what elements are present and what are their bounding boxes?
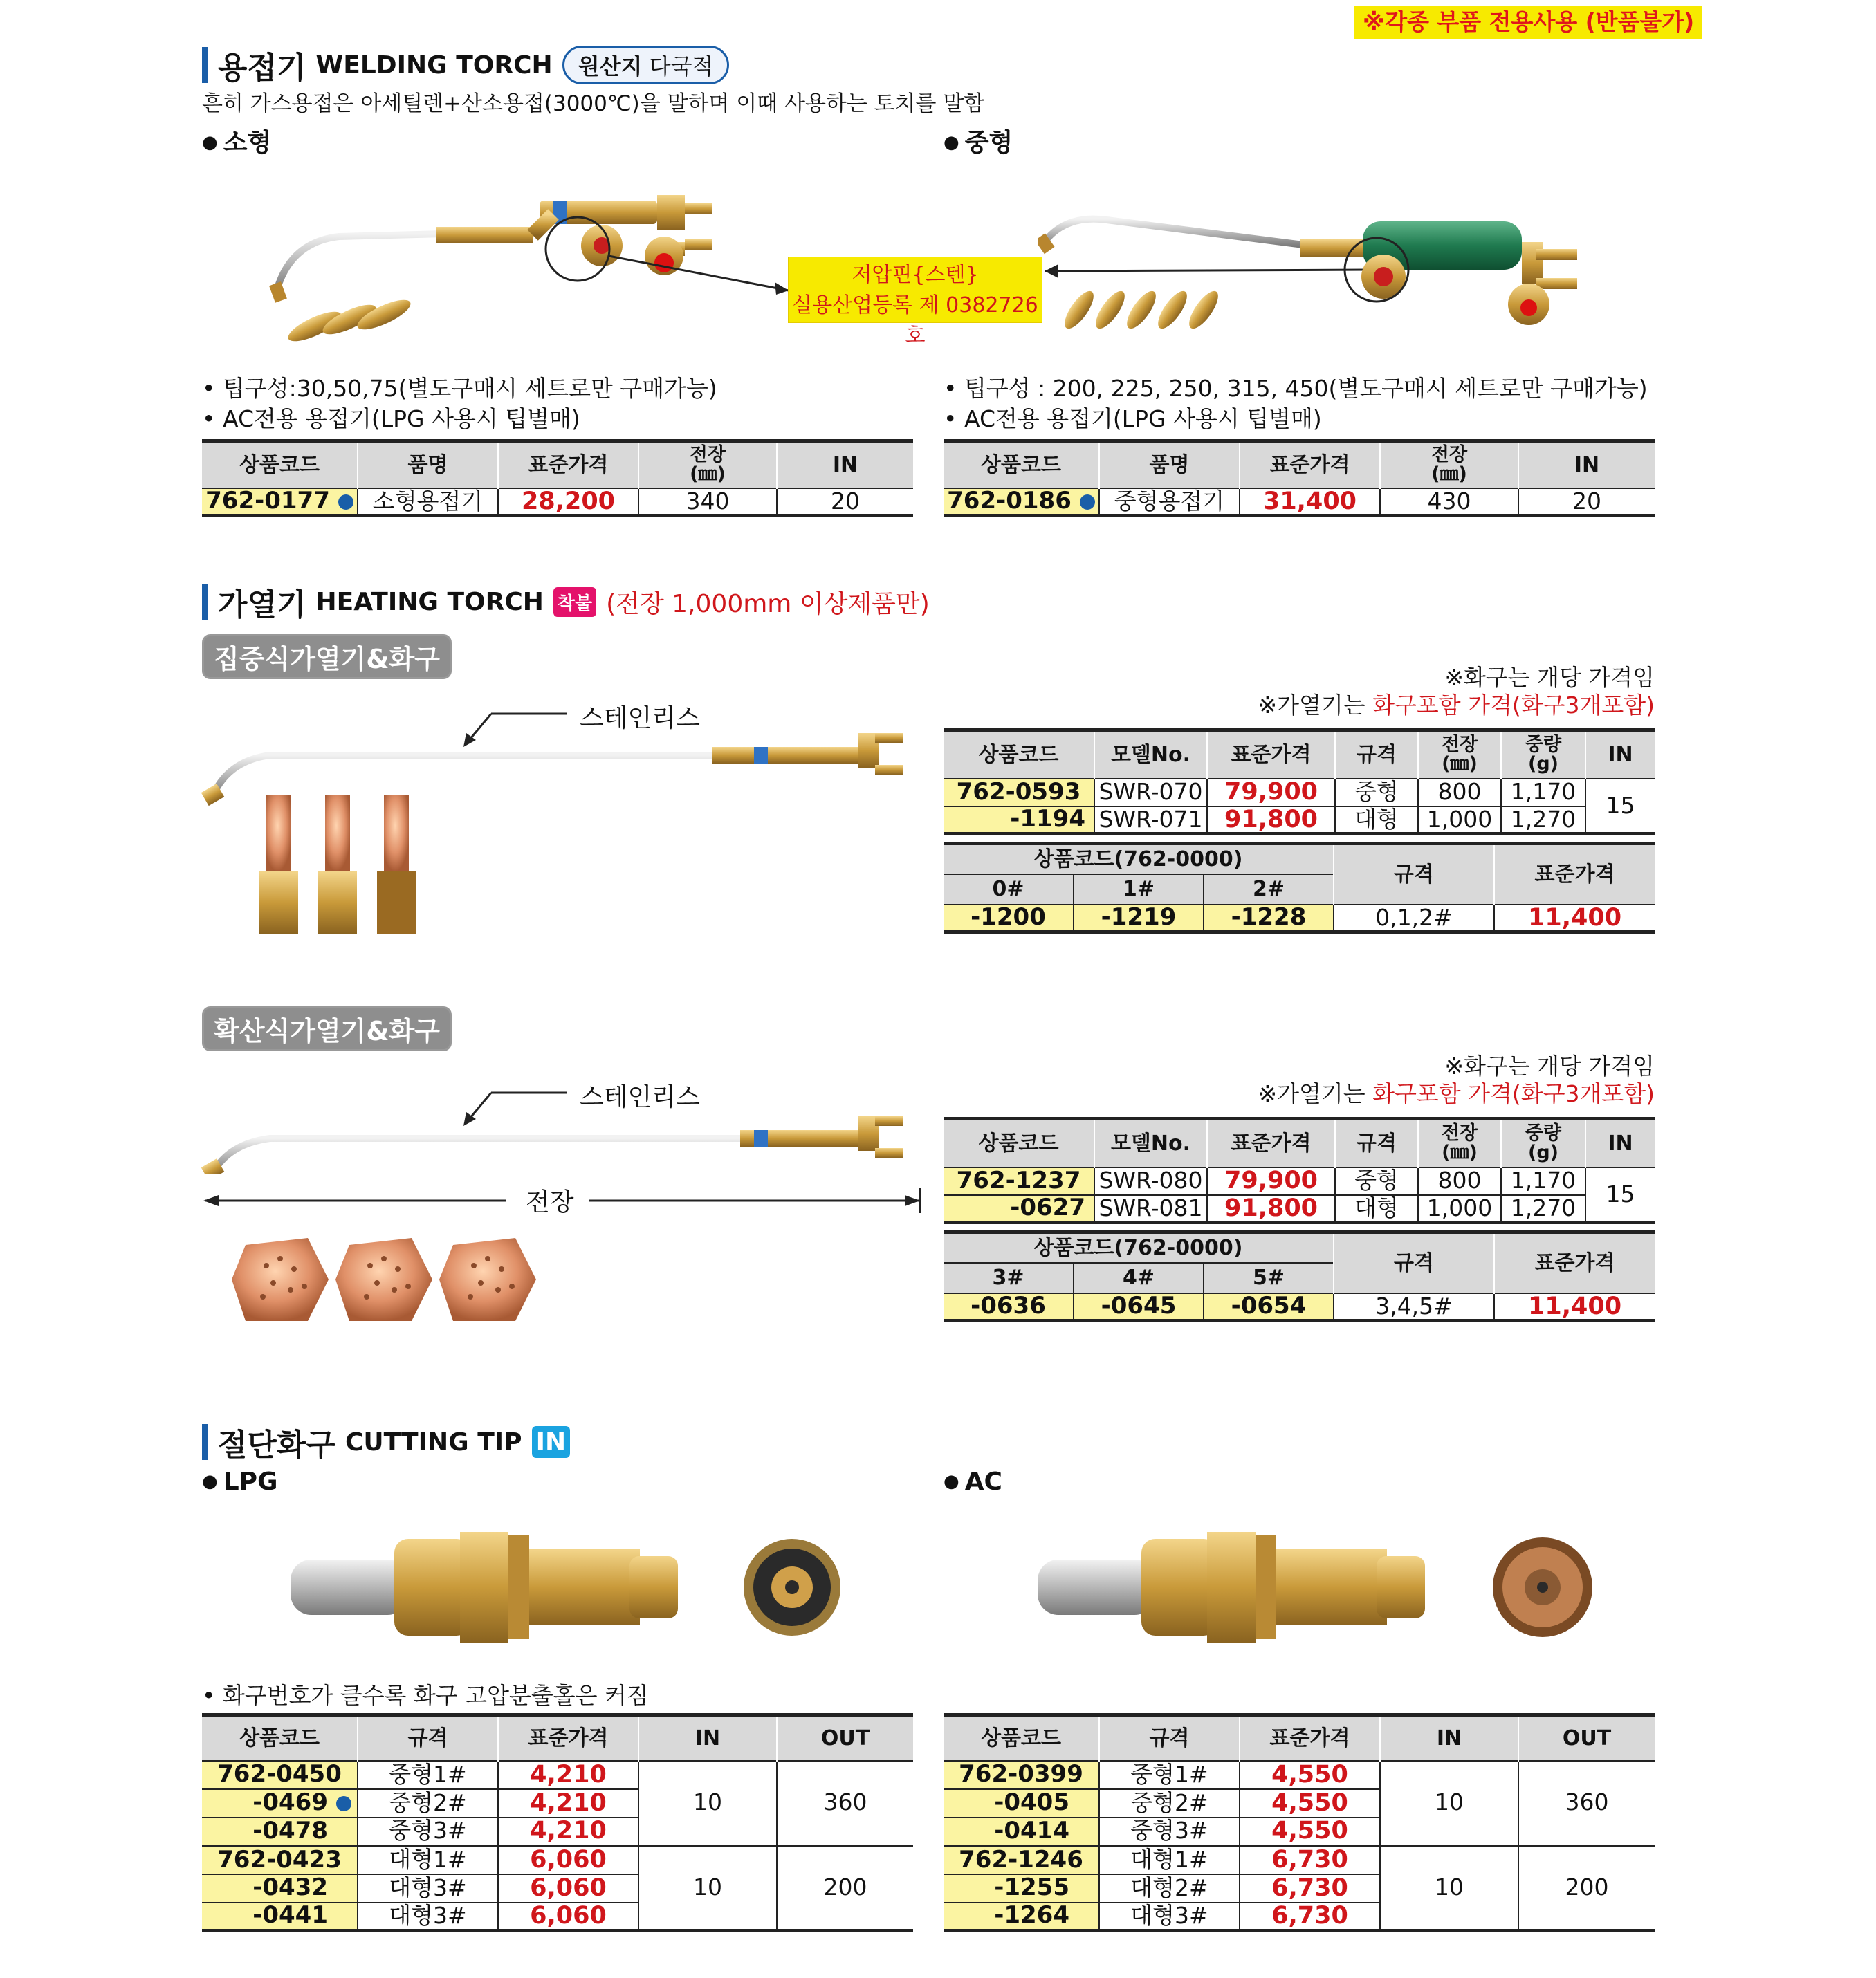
product-name: 중형용접기 [1099,488,1240,516]
col-header: 모델No. [1094,1119,1207,1167]
origin-badge [562,46,730,84]
col-header: 0# [944,874,1074,905]
col-header: IN [1585,1119,1655,1167]
col-header: 규격 [1334,1232,1494,1293]
ac-cutting-table [944,1713,1655,1932]
product-price: 28,200 [498,488,638,516]
col-header: 표준가격 [1240,441,1380,488]
medium-welding-table [944,439,1655,517]
cutting-title-en: CUTTING TIP [345,1427,522,1457]
return-notice: ※각종 부품 전용사용 (반품불가) [1354,6,1702,39]
col-header: 중량 (g) [1501,1119,1585,1167]
table-header-row [202,441,913,488]
product-code: -0478 [202,1818,358,1846]
product-in: 20 [777,488,913,516]
col-header: 표준가격 [1207,730,1335,779]
length-label: 전장 [526,1188,574,1217]
col-header: 2# [1204,874,1334,905]
product-code: -0627 [944,1195,1094,1223]
col-header: 3# [944,1263,1074,1293]
table-row [202,488,913,516]
product-in: 10 [1380,1761,1518,1846]
tip-code: -1228 [1204,905,1334,932]
table-header-row [944,441,1655,488]
product-out: 200 [777,1846,913,1931]
welding-title: 용접기 [218,50,306,86]
product-in: 10 [638,1846,777,1931]
stainless-label: 스테인리스 [580,704,700,732]
table-row [944,1293,1655,1321]
heater-includes-note: ※가열기는 화구포함 가격(화구3개포함) [1258,1080,1655,1107]
col-header: 규격 [1335,730,1418,779]
product-length: 800 [1418,1167,1501,1195]
heater-includes-note: ※가열기는 화구포함 가격(화구3개포함) [1258,692,1655,719]
product-spec: 중형3# [358,1818,498,1846]
product-weight: 1,170 [1501,1167,1585,1195]
product-spec: 대형3# [1099,1903,1240,1931]
table-row [944,1195,1655,1223]
product-price: 6,730 [1240,1903,1380,1931]
col-header: 표준가격 [498,1715,638,1761]
table-header-row [944,1232,1655,1263]
tip-spec: 0,1,2# [1334,905,1494,932]
tip-code: -1219 [1074,905,1204,932]
product-out: 360 [1518,1761,1655,1846]
product-price: 79,900 [1207,1167,1335,1195]
col-header: OUT [1518,1715,1655,1761]
tip-code: -0654 [1204,1293,1334,1321]
col-header: 상품코드 [202,1715,358,1761]
tip-price: 11,400 [1494,1293,1655,1321]
product-code: 762-0177 [202,488,358,516]
col-header: 표준가격 [498,441,638,488]
small-welding-table [202,439,913,517]
col-header: IN [638,1715,777,1761]
col-header: 전장 (㎜) [638,441,777,488]
welding-section-header [202,43,729,87]
medium-ac-note: • AC전용 용접기(LPG 사용시 팁별매) [944,405,1322,432]
col-header: 상품코드(762-0000) [944,1232,1334,1263]
product-price: 4,550 [1240,1818,1380,1846]
small-torch-label: ● 소형 [202,123,271,158]
col-header: 품명 [358,441,498,488]
col-header: IN [1380,1715,1518,1761]
col-header: 품명 [1099,441,1240,488]
table-row [944,779,1655,806]
diffused-notes [1258,1053,1655,1108]
product-price: 4,210 [498,1818,638,1846]
col-header: 상품코드 [944,1119,1094,1167]
col-header: 전장 (㎜) [1380,441,1518,488]
table-header-row [202,1715,913,1761]
concentrated-notes [1258,664,1655,719]
model-no: SWR-080 [1094,1167,1207,1195]
table-header-row [944,1715,1655,1761]
stainless-label: 스테인리스 [580,1083,700,1111]
product-price: 6,060 [498,1903,638,1931]
ac-cutting-tip-image [1031,1522,1605,1646]
col-header: IN [777,441,913,488]
welding-description: 흔히 가스용접은 아세틸렌+산소용접(3000℃)을 말하며 이때 사용하는 토치를 말함 [202,91,985,116]
product-price: 91,800 [1207,806,1335,834]
small-tip-note: • 팁구성:30,50,75(별도구매시 세트로만 구매가능) [202,375,717,402]
col-header: 전장 (㎜) [1418,730,1501,779]
col-header: 상품코드 [202,441,358,488]
product-code: -0441 [202,1903,358,1931]
ac-label: ● AC [944,1468,1002,1496]
concentrated-tip-table [944,842,1655,934]
col-header: 표준가격 [1207,1119,1335,1167]
diffused-heater-label: 확산식가열기&화구 [202,1006,452,1051]
product-weight: 1,270 [1501,806,1585,834]
tip-code: -1200 [944,905,1074,932]
col-header: 상품코드(762-0000) [944,844,1334,874]
tip-price: 11,400 [1494,905,1655,932]
product-length: 800 [1418,779,1501,806]
col-header: 모델No. [1094,730,1207,779]
product-code: -1255 [944,1874,1099,1903]
product-code: 762-0423 [202,1846,358,1874]
table-row [944,488,1655,516]
lpg-cutting-tip-image [284,1522,851,1646]
product-spec: 대형3# [358,1874,498,1903]
heating-section-header [202,580,930,624]
cutting-section-header [202,1420,570,1464]
product-code: -0469 [202,1789,358,1818]
diffused-heater-image [201,1084,934,1174]
col-header: 규격 [1335,1119,1418,1167]
concentrated-heater-table [944,728,1655,835]
col-header: 전장 (㎜) [1418,1119,1501,1167]
table-row [944,1167,1655,1195]
product-price: 6,060 [498,1846,638,1874]
lpg-label: ● LPG [202,1468,278,1496]
col-header: 4# [1074,1263,1204,1293]
product-price: 6,730 [1240,1846,1380,1874]
product-price: 4,210 [498,1761,638,1789]
product-code: 762-1246 [944,1846,1099,1874]
product-code: -0405 [944,1789,1099,1818]
product-spec: 대형1# [1099,1846,1240,1874]
product-price: 79,900 [1207,779,1335,806]
new-item-dot-icon [1080,494,1095,510]
medium-tip-note: • 팁구성 : 200, 225, 250, 315, 450(별도구매시 세트로만 구매가능) [944,375,1648,402]
import-badge: IN [532,1426,571,1458]
product-name: 소형용접기 [358,488,498,516]
model-no: SWR-071 [1094,806,1207,834]
product-spec: 대형3# [358,1903,498,1931]
product-price: 4,550 [1240,1789,1380,1818]
welding-title-en: WELDING TORCH [315,50,553,80]
heating-title-en: HEATING TORCH [315,587,544,616]
col-header: 상품코드 [944,441,1099,488]
product-spec: 중형 [1335,779,1418,806]
product-spec: 중형2# [1099,1789,1240,1818]
model-no: SWR-070 [1094,779,1207,806]
new-item-dot-icon [336,1796,351,1811]
table-row [944,1846,1655,1874]
concentrated-heater-label: 집중식가열기&화구 [202,634,452,679]
product-spec: 대형1# [358,1846,498,1874]
cutting-note: • 화구번호가 클수록 화구 고압분출홀은 커짐 [202,1682,649,1709]
product-spec: 중형1# [1099,1761,1240,1789]
col-header: 규격 [1099,1715,1240,1761]
product-in: 10 [1380,1846,1518,1931]
col-header: 중량 (g) [1501,730,1585,779]
product-code: 762-0450 [202,1761,358,1789]
new-item-dot-icon [338,494,353,510]
product-spec: 중형2# [358,1789,498,1818]
table-row [944,806,1655,834]
col-header: 표준가격 [1240,1715,1380,1761]
col-header: 표준가격 [1494,844,1655,905]
table-row [202,1761,913,1789]
product-code: -0414 [944,1818,1099,1846]
diffused-tip-table [944,1230,1655,1322]
section-marker [202,47,208,83]
diffused-heater-table [944,1117,1655,1224]
col-header: IN [1518,441,1655,488]
col-header: 상품코드 [944,1715,1099,1761]
product-price: 4,210 [498,1789,638,1818]
col-header: IN [1585,730,1655,779]
origin-label: 원산지 [578,53,643,80]
product-spec: 대형 [1335,806,1418,834]
tip-code: -0636 [944,1293,1074,1321]
table-row [944,1761,1655,1789]
tip-unit-price-note: ※화구는 개당 가격임 [1444,1053,1655,1080]
product-spec: 중형1# [358,1761,498,1789]
product-code: -0432 [202,1874,358,1903]
heating-title: 가열기 [218,587,306,622]
low-pressure-pin-callout [788,257,1042,348]
product-code: 762-1237 [944,1167,1094,1195]
product-in: 10 [638,1761,777,1846]
col-header: OUT [777,1715,913,1761]
product-price: 31,400 [1240,488,1380,516]
col-header: 1# [1074,874,1204,905]
medium-tips-image [1058,282,1238,338]
product-price: 91,800 [1207,1195,1335,1223]
product-code: -1264 [944,1903,1099,1931]
table-row [944,905,1655,932]
product-price: 6,060 [498,1874,638,1903]
product-spec: 대형 [1335,1195,1418,1223]
product-weight: 1,170 [1501,779,1585,806]
tip-code: -0645 [1074,1293,1204,1321]
medium-torch-label: ● 중형 [944,123,1013,158]
product-in: 20 [1518,488,1655,516]
col-header: 규격 [358,1715,498,1761]
product-code: 762-0593 [944,779,1094,806]
table-row [202,1846,913,1874]
product-out: 360 [777,1761,913,1846]
product-code: 762-0399 [944,1761,1099,1789]
table-header-row [944,730,1655,779]
product-out: 200 [1518,1846,1655,1931]
diffused-tips-image [232,1231,550,1328]
product-price: 6,730 [1240,1874,1380,1903]
concentrated-heater-image [201,705,927,941]
product-spec: 중형3# [1099,1818,1240,1846]
cutting-title: 절단화구 [218,1427,336,1463]
product-in: 15 [1585,779,1655,834]
product-length: 1,000 [1418,1195,1501,1223]
col-header: 표준가격 [1494,1232,1655,1293]
product-length: 430 [1380,488,1518,516]
table-header-row [944,1119,1655,1167]
col-header: 규격 [1334,844,1494,905]
table-header-row [944,844,1655,874]
product-length: 340 [638,488,777,516]
product-code: 762-0186 [944,488,1099,516]
model-no: SWR-081 [1094,1195,1207,1223]
product-price: 4,550 [1240,1761,1380,1789]
tip-unit-price-note: ※화구는 개당 가격임 [1444,664,1655,691]
callout-line-2: 실용산업등록 제 0382726호 [792,293,1038,348]
heating-length-note: (전장 1,000mm 이상제품만) [606,589,930,618]
section-marker [202,584,208,620]
product-weight: 1,270 [1501,1195,1585,1223]
product-in: 15 [1585,1167,1655,1223]
product-code: -1194 [944,806,1094,834]
cod-badge: 착불 [553,587,596,617]
origin-value: 다국적 [649,53,714,80]
product-length: 1,000 [1418,806,1501,834]
col-header: 상품코드 [944,730,1094,779]
small-ac-note: • AC전용 용접기(LPG 사용시 팁별매) [202,405,580,432]
product-spec: 중형 [1335,1167,1418,1195]
product-spec: 대형2# [1099,1874,1240,1903]
col-header: 5# [1204,1263,1334,1293]
section-marker [202,1424,208,1460]
tip-spec: 3,4,5# [1334,1293,1494,1321]
lpg-cutting-table [202,1713,913,1932]
callout-line-1: 저압핀{스텐} [852,263,979,287]
